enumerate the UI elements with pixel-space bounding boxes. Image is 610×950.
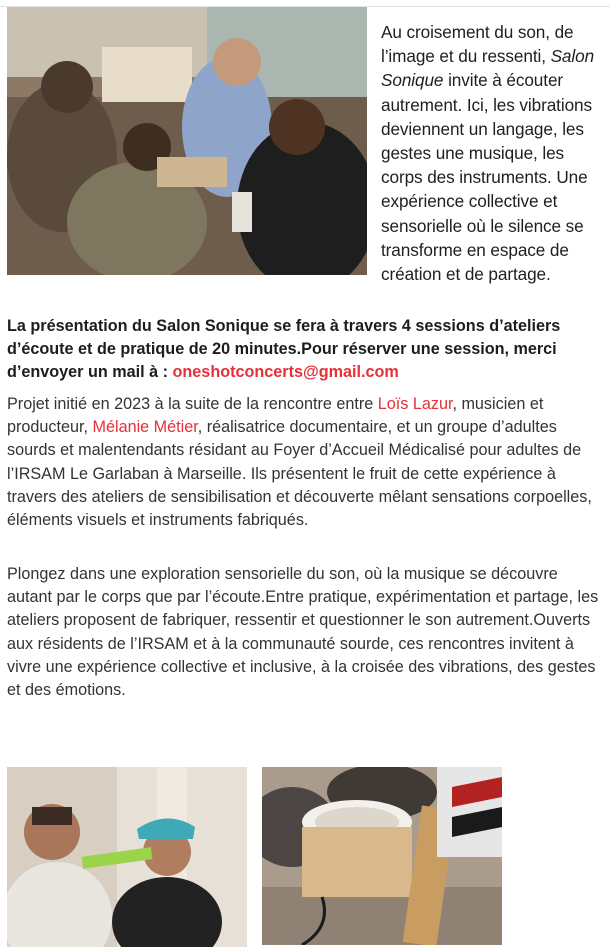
instruments-photo [262,767,502,945]
exploration-text: Plongez dans une exploration sensorielle du son, où la musique se découvre autant par le corps que par l’écoute.Entre pratique, expérimentation et partage, les ateliers proposent de fabriquer, ressentir et questionner le son autrement.Ouverts aux résidents de l’IRSAM et à la communauté sourde, ces rencontres invitent à vivre une expérience collective et inclusive, à la croisée des vibrations, des gestes et des émotions. [7,565,599,700]
intro-paragraph [381,20,606,286]
melanie-metier-link[interactable]: Mélanie Métier [92,418,198,437]
project-text-2: , musicien et producteur, [7,395,544,437]
page-top-border [0,0,610,7]
lois-lazur-link[interactable]: Loïs Lazur [377,395,453,413]
salon-sonique-name: Salon Sonique [381,46,595,91]
project-paragraph [7,393,603,532]
exploration-paragraph [7,563,603,702]
project-text-1: Projet initié en 2023 à la suite de la rencontre entre [7,395,378,413]
sessions-text: La présentation du Salon Sonique se fera à travers 4 sessions d’ateliers d’écoute et de pratique de 20 minutes.Pour réserver une session, merci d’envoyer un mail à : [7,317,561,382]
intro-text-start: Au croisement du son, de l’image et du ressenti, [381,22,574,67]
project-text-3: , réalisatrice documentaire, et un groupe d’adultes sourds et malentendants résidant au Foyer d’Accueil Médicalisé pour adultes de l’IRSAM Le Garlaban à Marseille. Ils présentent le fruit de cette expérience à travers des ateliers de sensibilisation et découverte mêlant sensations corpoelles, éléments visuels et instruments fabriqués. [7,418,592,530]
musicians-photo [7,767,247,947]
workshop-group-photo [7,7,367,275]
intro-text-end: invite à écouter autrement. Ici, les vibrations deviennent un langage, les gestes une musique, les corps des instruments. Une expérience collective et sensorielle où le silence se transforme en espace de création et de partage. [381,70,592,285]
sessions-paragraph [7,315,603,385]
email-link[interactable]: oneshotconcerts@gmail.com [172,363,399,382]
